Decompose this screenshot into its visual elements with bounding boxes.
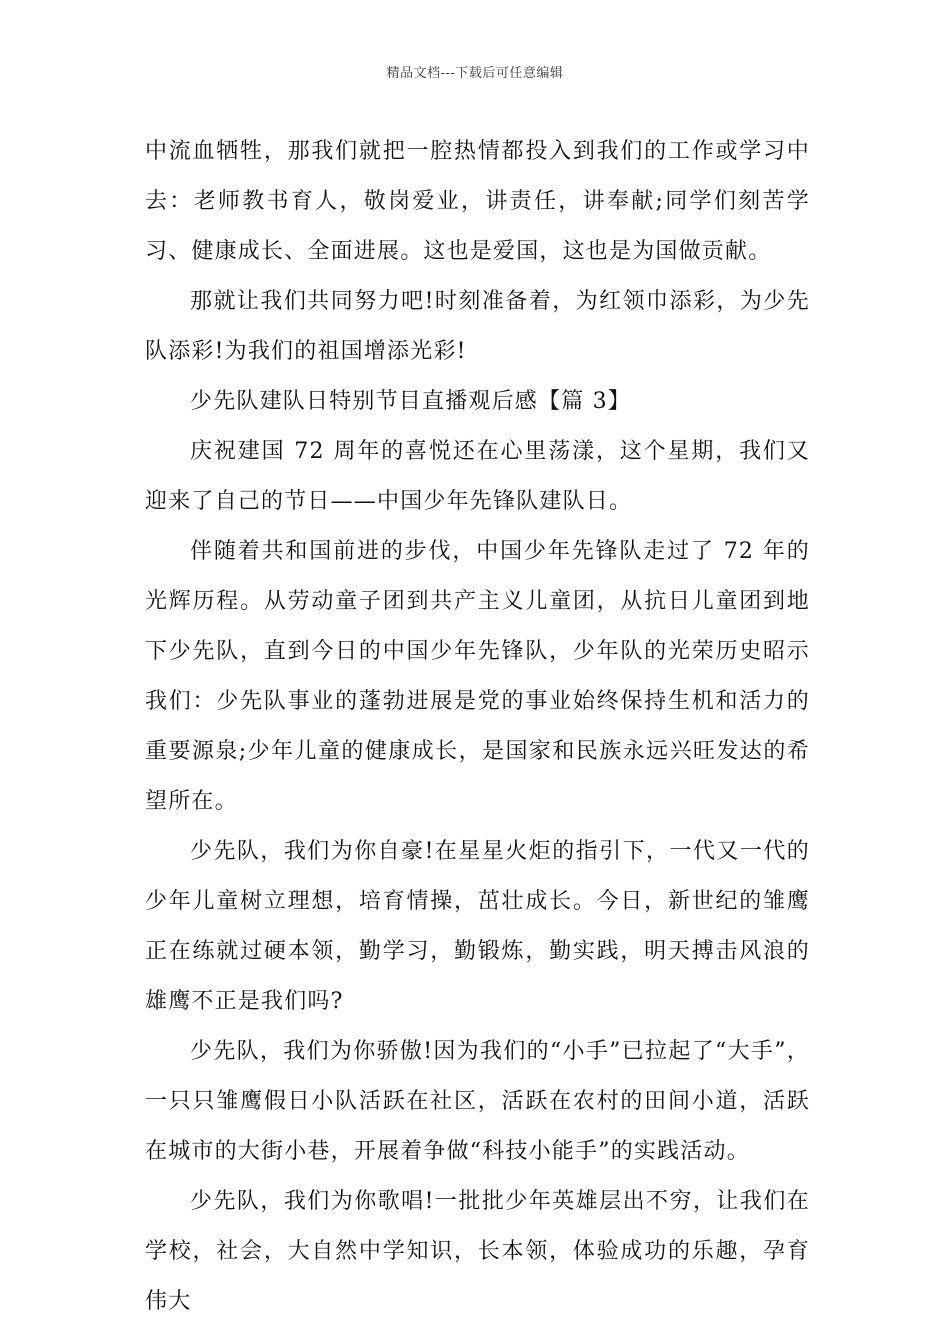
- page-header-note: 精品文档---下载后可任意编辑: [386, 66, 564, 81]
- paragraph: 少先队，我们为你歌唱!一批批少年英雄层出不穷，让我们在学校，社会，大自然中学知识，长本领，体验成功的乐趣，孕育伟大: [145, 1189, 810, 1314]
- paragraph: 少先队，我们为你自豪!在星星火炬的指引下，一代又一代的少年儿童树立理想，培育情操，茁壮成长。今日，新世纪的雏鹰正在练就过硬本领，勤学习，勤锻炼，勤实践，明天搏击风浪的雄鹰不正是我们吗?: [145, 839, 810, 1014]
- paragraph: 伴随着共和国前进的步伐，中国少年先锋队走过了 72 年的光辉历程。从劳动童子团到共产主义儿童团，从抗日儿童团到地下少先队，直到今日的中国少年先锋队，少年队的光荣历史昭示我们：少先队事业的蓬勃进展是党的事业始终保持生机和活力的重要源泉;少年儿童的健康成长，是国家和民族永远兴旺发达的希望所在。: [145, 539, 810, 814]
- paragraph: 中流血牺牲，那我们就把一腔热情都投入到我们的工作或学习中去：老师教书育人，敬岗爱业，讲责任，讲奉献;同学们刻苦学习、健康成长、全面进展。这也是爱国，这也是为国做贡献。: [145, 139, 810, 264]
- document-body: [145, 127, 810, 1327]
- section-heading: 少先队建队日特别节目直播观后感【篇 3】: [190, 389, 631, 414]
- paragraph: 那就让我们共同努力吧!时刻准备着，为红领巾添彩，为少先队添彩!为我们的祖国增添光彩!: [145, 289, 810, 364]
- paragraph: 庆祝建国 72 周年的喜悦还在心里荡漾，这个星期，我们又迎来了自己的节日——中国少年先锋队建队日。: [145, 439, 810, 514]
- paragraph: 少先队，我们为你骄傲!因为我们的“小手”已拉起了“大手”，一只只雏鹰假日小队活跃在社区，活跃在农村的田间小道，活跃在城市的大街小巷，开展着争做“科技小能手”的实践活动。: [145, 1039, 810, 1164]
